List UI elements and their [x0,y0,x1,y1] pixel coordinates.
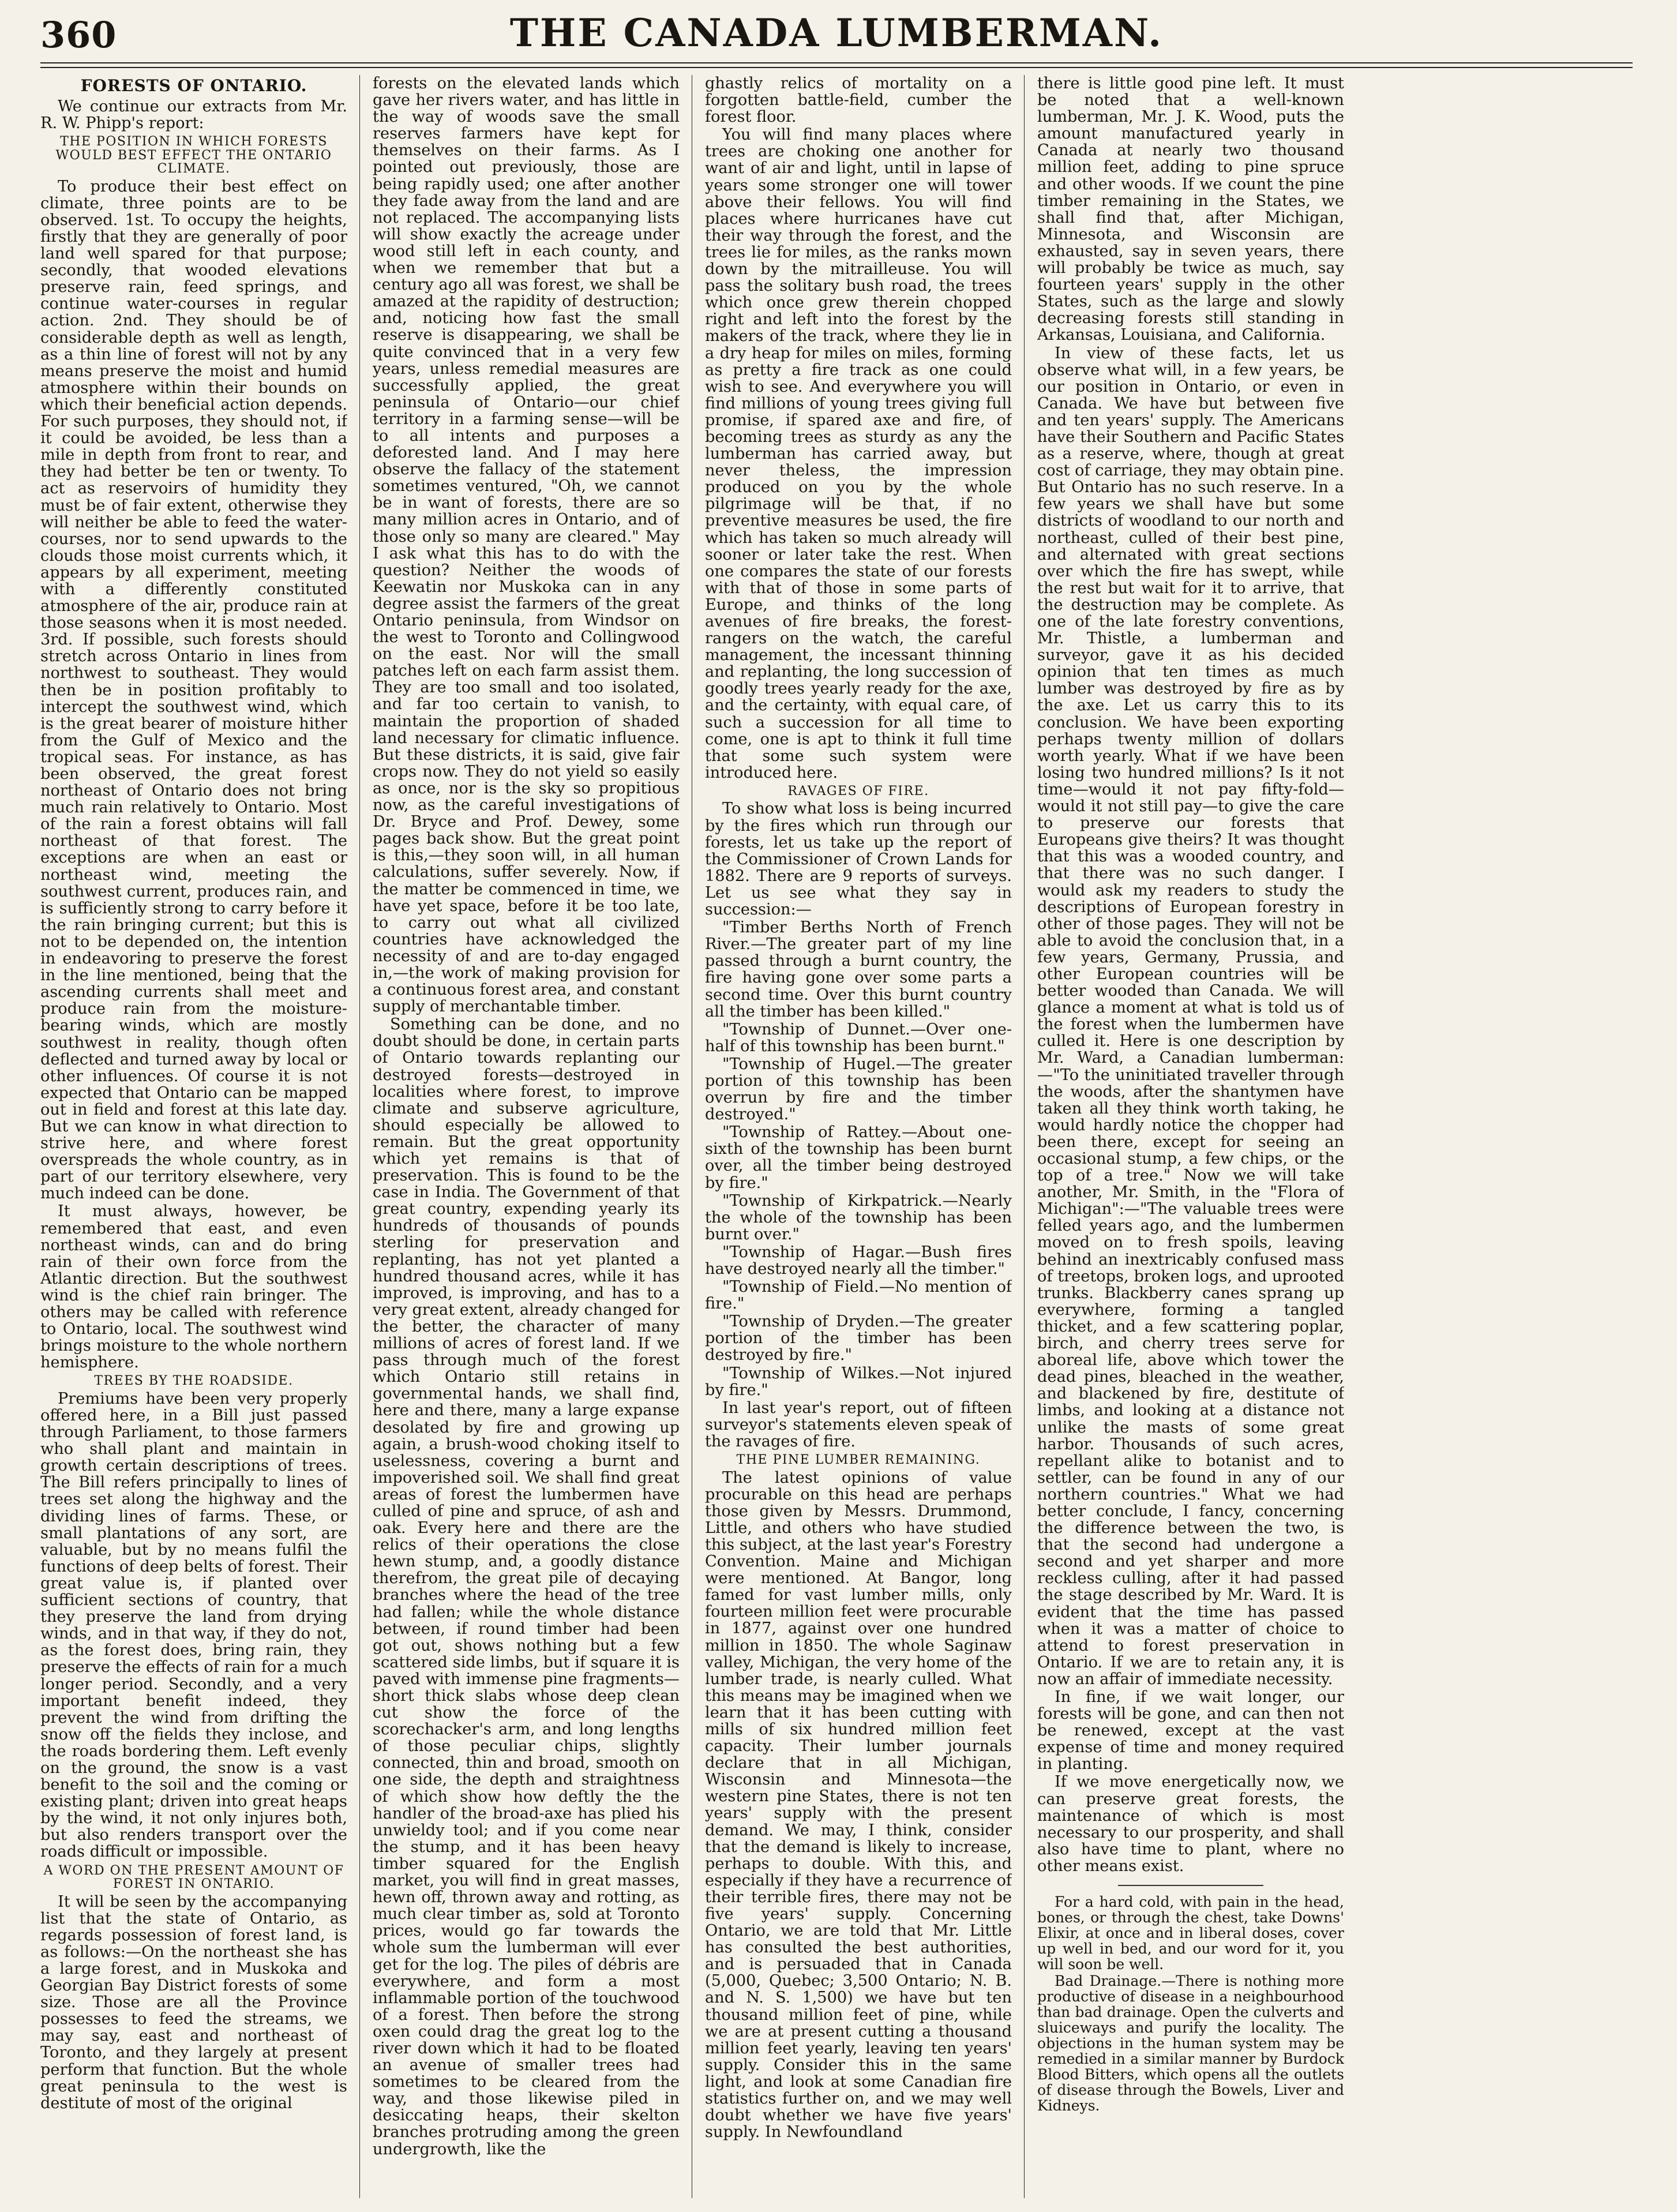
section-subheading: TREES BY THE ROADSIDE. [94,1374,294,1389]
section-subheading: THE POSITION IN WHICH FORESTS WOULD BEST EFFECT THE ONTARIO CLIMATE. [55,134,332,177]
article-paragraph: The latest opinions of value procurable on this head are perhaps those given by Messrs. Drummond, Little, and others who have studied this subject, at the last year's Forestry Convention. Maine and Michigan were mentioned. At Bangor, long famed for vast lumber mills, only fourteen million feet were procurable in 1877, against over one hundred million in 1850. The whole Saginaw valley, Michigan, the very home of the lumber trade, is nearly culled. What this means may be imagined when we learn that it has been cutting with mills of six hundred million feet capacity. Their lumber journals declare that in all Michigan, Wisconsin and Minnesota—the western pine States, there is not ten years' supply with the present demand. We may, I think, consider that the demand is likely to increase, perhaps to double. With this, and especially if they have a recurrence of their terrible fires, there may not be five years' supply. Concerning Ontario, we are told that Mr. Little has consulted the best authorities, and is persuaded that in Canada (5,000, Quebec; 3,500 Ontario; N. B. and N. S. 1,500) we have but ten thousand million feet of pine, while we are at present cutting a thousand million feet yearly, leaving ten years' supply. Consider this in the same light, and look at some Canadian fire statistics further on, and we may well doubt whether we have five years' supply. In Newfoundland [705,1468,1012,2142]
masthead [40,10,1633,61]
column-4 [1037,75,1344,2198]
article-paragraph: It will be seen by the accompanying list that the state of Ontario, as regards possession of forest land, is as follows:—On the northeast she has a large forest, and in Muskoka and Georgian Bay District forests of some size. Those are all the Province possesses to feed the streams, we may say, east and northeast of Toronto, and they largely at present perform that function. But the whole great peninsula to the west is destitute of most of the original [40,1892,347,2112]
masthead-rule [40,62,1633,68]
section-subheading: A WORD ON THE PRESENT AMOUNT OF FOREST IN ONTARIO. [43,1863,344,1892]
article-paragraph: "Township of Dryden.—The greater portion of the timber has been destroyed by fire." [705,1313,1012,1364]
newspaper-title: THE CANADA LUMBERMAN. [509,10,1164,55]
article-paragraph: To show what loss is being incurred by the fires which run through our forests, let us take up the report of the Commissioner of Crown Lands for 1882. There are 9 reports of surveys. Let us see what they say in succession:— [705,800,1012,919]
advertisement-paragraph: Bad Drainage.—There is nothing more productive of disease in a neighbourhood than bad drainage. Open the culverts and sluiceways and purify the locality. The objections in the human system may be remedied in a similar manner by Burdock Blood Bitters, which opens all the outlets of disease through the Bowels, Liver and Kidneys. [1037,1973,1344,2114]
article-paragraph: forests on the elevated lands which gave her rivers water, and has little in the way of woods save the small reserves farmers have kept for themselves on their farms. As I pointed out previously, those are being rapidly used; one after another they fade away from the land and are not replaced. The accompanying lists will show exactly the acreage under wood still left in each county, and when we remember that but a century ago all was forest, we shall be amazed at the rapidity of destruction; and, noticing how fast the small reserve is disappearing, we shall be quite convinced that in a very few years, unless remedial measures are successfully applied, the great peninsula of Ontario—our chief territory in a farming sense—will be to all intents and purposes a deforested land. And I may here observe the fallacy of the statement sometimes ventured, "Oh, we cannot be in want of forests, there are so many million acres in Ontario, and of those only so many are cleared." May I ask what this has to do with the question? Neither the woods of Keewatin nor Muskoka can in any degree assist the farmers of the great Ontario peninsula, from Windsor on the west to Toronto and Collingwood on the east. Nor will the small patches left on each farm assist them. They are too small and too isolated, and far too certain to vanish, to maintain the proportion of shaded land necessary for climatic influence. But these districts, it is said, give fair crops now. They do not yield so easily as once, nor is the sky so propitious now, as the careful investigations of Dr. Bryce and Prof. Dewey, some pages back show. But the great point is this,—they soon will, in all human calculations, suffer severely. Now, if the matter be commenced in time, we have yet space, before it be too late, to carry out what all civilized countries have acknowledged the necessity of and are to-day engaged in,—the work of making provision for a continuous forest area, and constant supply of merchantable timber. [373,75,680,1016]
article-paragraph: "Township of Wilkes.—Not injured by fire." [705,1364,1012,1399]
column-divider [359,75,360,2198]
article-paragraph: In fine, if we wait longer, our forests will be gone, and can then not be renewed, except at the vast expense of time and money required in planting. [1037,1688,1344,1774]
article-paragraph: To produce their best effect on climate, three points are to be observed. 1st. To occupy the heights, firstly that they are generally of poor land well spared for that purpose; secondly, that wooded elevations preserve rain, feed springs, and continue water-courses in regular action. 2nd. They should be of considerable depth as well as length, as a thin line of forest will not by any means preserve the moist and humid atmosphere within their bounds on which their beneficial action depends. For such purposes, they should not, if it could be avoided, be less than a mile in depth from front to rear, and they had better be ten or twenty. To act as reservoirs of humidity they must be of fair extent, otherwise they will neither be able to feed the water-courses, nor to send upwards to the clouds those moist currents which, it appears by all experiment, meeting with a differently constituted atmosphere of the air, produce rain at those seasons when it is most needed. 3rd. If possible, such forests should stretch across Ontario in lines from northwest to southeast. They would then be in position profitably to intercept the southwest wind, which is the great bearer of moisture hither from the Gulf of Mexico and the tropical seas. For instance, as has been observed, the great forest northeast of Ontario does not bring much rain relatively to Ontario. Most of the rain a forest obtains will fall northeast of that forest. The exceptions are when an east or northeast wind, meeting the southwest current, produces rain, and is sufficiently strong to carry before it the rain bringing current; but this is not to be depended on, the intention in endeavoring to preserve the forest in the line mentioned, being that the ascending currents shall meet and produce rain from the moisture-bearing winds, which are mostly southwest in reality, though often deflected and turned away by local or other influences. Of course it is not expected that Ontario can be mapped out in field and forest at this late day. But we can know in what direction to strive here, and where forest overspreads the whole country, as in part of our territory elsewhere, very much indeed can be done. [40,177,347,1203]
article-paragraph: You will find many places where trees are choking one another for want of air and light, until in lapse of years some stronger one will tower above their fellows. You will find places where hurricanes have cut their way through the forest, and the trees lie for miles, as the ranks mown down by the mitrailleuse. You will pass the solitary bush road, the trees which once grew therein chopped right and left into the forest by the makers of the track, where they lie in a dry heap for miles on miles, forming as pretty a fire track as one could wish to see. And everywhere you will find millions of young trees giving full promise, if spared axe and fire, of becoming trees as sturdy as any the lumberman has carried away, but never theless, the impression produced on you by the whole pilgrimage will be that, if no preventive measures be used, the fire which has taken so much already will sooner or later take the rest. When one compares the state of our forests with that of those in some parts of Europe, and thinks of the long avenues of fire breaks, the forest-rangers on the watch, the careful management, the incessant thinning and replanting, the long succession of goodly trees yearly ready for the axe, and the certainty, with equal care, of such a succession for all time to come, one is apt to think it full time that some such system were introduced here. [705,126,1012,782]
article-paragraph: Something can be done, and no doubt should be done, in certain parts of Ontario towards replanting our destroyed forests—destroyed in localities where forest, to improve climate and subserve agriculture, should especially be allowed to remain. But the great opportunity which yet remains is that of preservation. This is found to be the case in India. The Government of that great country, expending yearly its hundreds of thousands of pounds sterling for preservation and replanting, has not yet planted a hundred thousand acres, while it has improved, is improving, and has to a very great extent, already changed for the better, the character of many millions of acres of forest land. If we pass through much of the forest which Ontario still retains in governmental hands, we shall find, here and there, many a large expanse desolated by fire and growing up again, a brush-wood choking itself to uselessness, covering a burnt and impoverished soil. We shall find great areas of forest the lumbermen have culled of pine and spruce, of ash and oak. Every here and there are the relics of their operations the close hewn stump, and, a goodly distance therefrom, the great pile of decaying branches where the head of the tree had fallen; while the whole distance between, if round timber had been got out, shows nothing but a few scattered side limbs, but if square it is paved with immense pine fragments—short thick slabs whose deep clean cut show the force of the scorechacker's arm, and long lengths of those peculiar chips, slightly connected, thin and broad, smooth on one side, the depth and straightness of which show how deftly the the handler of the broad-axe has plied his unwieldy tool; and if you come near the stump, and it has been heavy timber squared for the English market, you will find in great masses, hewn off, thrown away and rotting, as much clear timber as, sold at Toronto prices, would go far towards the whole sum the lumberman will ever get for the log. The piles of débris are everywhere, and form a most inflammable portion of the touchwood of a forest. Then before the strong oxen could drag the great log to the river down which it had to be floated an avenue of smaller trees had sometimes to be cleared from the way, and those likewise piled in desiccating heaps, their skelton branches protruding among the green undergrowth, like the [373,1015,680,2158]
column-3 [705,75,1012,2198]
section-subheading: THE PINE LUMBER REMAINING. [736,1453,981,1468]
article-paragraph: there is little good pine left. It must be noted that a well-known lumberman, Mr. J. K. Wood, puts the amount manufactured yearly in Canada at nearly two thousand million feet, adding to pine spruce and other woods. If we count the pine timber remaining in the States, we shall find that, after Michigan, Minnesota, and Wisconsin are exhausted, say in seven years, there will probably be twice as much, say fourteen years' supply in the other States, such as the large and slowly decreasing forests still standing in Arkansas, Louisiana, and California. [1037,75,1344,344]
page-number: 360 [40,14,117,56]
article-paragraph: In last year's report, out of fifteen surveyor's statements eleven speak of the ravages of fire. [705,1399,1012,1450]
column-2 [373,75,680,2198]
article-paragraph: ghastly relics of mortality on a forgotten battle-field, cumber the forest floor. [705,75,1012,126]
divider-rule [1118,1885,1263,1886]
article-paragraph: "Township of Field.—No mention of fire." [705,1278,1012,1313]
advertisement-paragraph: For a hard cold, with pain in the head, bones, or through the chest, take Downs' Elixir, at once and in liberal doses, cover up well in bed, and our word for it, you will soon be well. [1037,1894,1344,1973]
article-paragraph: In view of these facts, let us observe what will, in a few years, be our position in Ontario, or even in Canada. We have but between five and ten years' supply. The Americans have their Southern and Pacific States as a reserve, where, though at great cost of carriage, they may obtain pine. But Ontario has no such reserve. In a few years we shall have but some districts of woodland to our north and northeast, culled of their best pine, and alternated with great sections over which the fire has swept, while the rest but wait for it to arrive, that the destruction may be complete. As one of the late forestry conventions, Mr. Thistle, a lumberman and surveyor, gave it as his decided opinion that ten times as much lumber was destroyed by fire as by the axe. Let us carry this to its conclusion. We have been exporting perhaps twenty million of dollars worth yearly. What if we have been losing two hundred millions? Is it not time—would it not pay fifty-fold—would it not still pay—to give the care to preserve our forests that Europeans give theirs? It was thought that this was a wooded country, and that there was no such danger. I would ask my readers to study the descriptions of European forestry in other of those pages. They will not be able to avoid the conclusion that, in a few years, Germany, Prussia, and other European countries will be better wooded than Canada. We will glance a moment at what is told us of the forest when the lumbermen have culled it. Here is one description by Mr. Ward, a Canadian lumberman:—"To the uninitiated traveller through the woods, after the shantymen have taken all they think worth taking, he would hardly notice the chopper had been there, except for seeing an occasional stump, a few chips, or the top of a tree." Now we will take another, Mr. Smith, in the "Flora of Michigan":—"The valuable trees were felled years ago, and the lumbermen moved on to fresh spoils, leaving behind an inextricably confused mass of treetops, broken logs, and uprooted trunks. Blackberry canes sprang up everywhere, forming a tangled thicket, and a few scattering poplar, birch, and cherry trees serve for aboreal life, above which tower the dead pines, bleached in the weather, and blackened by fire, destitute of limbs, and looking at a distance not unlike the masts of some great harbor. Thousands of such acres, repellant alike to botanist and to settler, can be found in any of our northern countries." What we had better conclude, I fancy, concerning the difference between the two, is that the second had undergone a second and yet sharper and more reckless culling, after it had passed the stage described by Mr. Ward. It is evident that the time has passed when it was a matter of choice to attend to forest preservation in Ontario. If we are to retain any, it is now an affair of immediate necessity. [1037,344,1344,1688]
article-paragraph: We continue our extracts from Mr. R. W. Phipp's report: [40,97,347,133]
article-columns [40,75,1633,2198]
article-heading: FORESTS OF ONTARIO. [80,76,307,95]
article-paragraph: "Timber Berths North of French River.—The greater part of my line passed through a burnt country, the fire having gone over some parts a second time. Over this burnt country all the timber has been killed." [705,918,1012,1021]
article-paragraph: If we move energetically now, we can preserve great forests, the maintenance of which is most necessary to our prosperity, and shall also have time to plant, where no other means exist. [1037,1773,1344,1875]
article-paragraph: "Township of Hugel.—The greater portion of this township has been overrun by fire and the timber destroyed." [705,1055,1012,1124]
column-divider [1024,75,1025,2198]
article-paragraph: Premiums have been very properly offered here, in a Bill just passed through Parliament, to those farmers who shall plant and maintain in growth certain descriptions of trees. The Bill refers principally to lines of trees set along the highway and the dividing lines of farms. These, or small plantations of any sort, are valuable, but by no means fulfil the functions of deep belts of forest. Their great value is, if planted over sufficient sections of country, that they preserve the land from drying winds, and in that way, if they do not, as the forest does, bring rain, they preserve the effects of rain for a much longer period. Secondly, and a very important benefit indeed, they prevent the wind from drifting the snow off the fields they inclose, and the roads bordering them. Left evenly on the ground, the snow is a vast benefit to the soil and the coming or existing plant; driven into great heaps by the wind, it not only injures both, but also renders transport over the roads difficult or impossible. [40,1389,347,1861]
article-paragraph: "Township of Rattey.—About one-sixth of the township has been burnt over, all the timber being destroyed by fire." [705,1123,1012,1192]
section-subheading: RAVAGES OF FIRE. [787,783,929,798]
column-1 [40,75,347,2198]
article-paragraph: "Township of Hagar.—Bush fires have destroyed nearly all the timber." [705,1243,1012,1278]
article-paragraph: It must always, however, be remembered that east, and even northeast winds, can and do bring rain of their own force from the Atlantic direction. But the southwest wind is the chief rain bringer. The others may be called with reference to Ontario, local. The southwest wind brings moisture to the whole northern hemisphere. [40,1202,347,1372]
article-paragraph: "Township of Dunnet.—Over one-half of this township has been burnt." [705,1020,1012,1055]
article-paragraph: "Township of Kirkpatrick.—Nearly the whole of the township has been burnt over." [705,1191,1012,1243]
